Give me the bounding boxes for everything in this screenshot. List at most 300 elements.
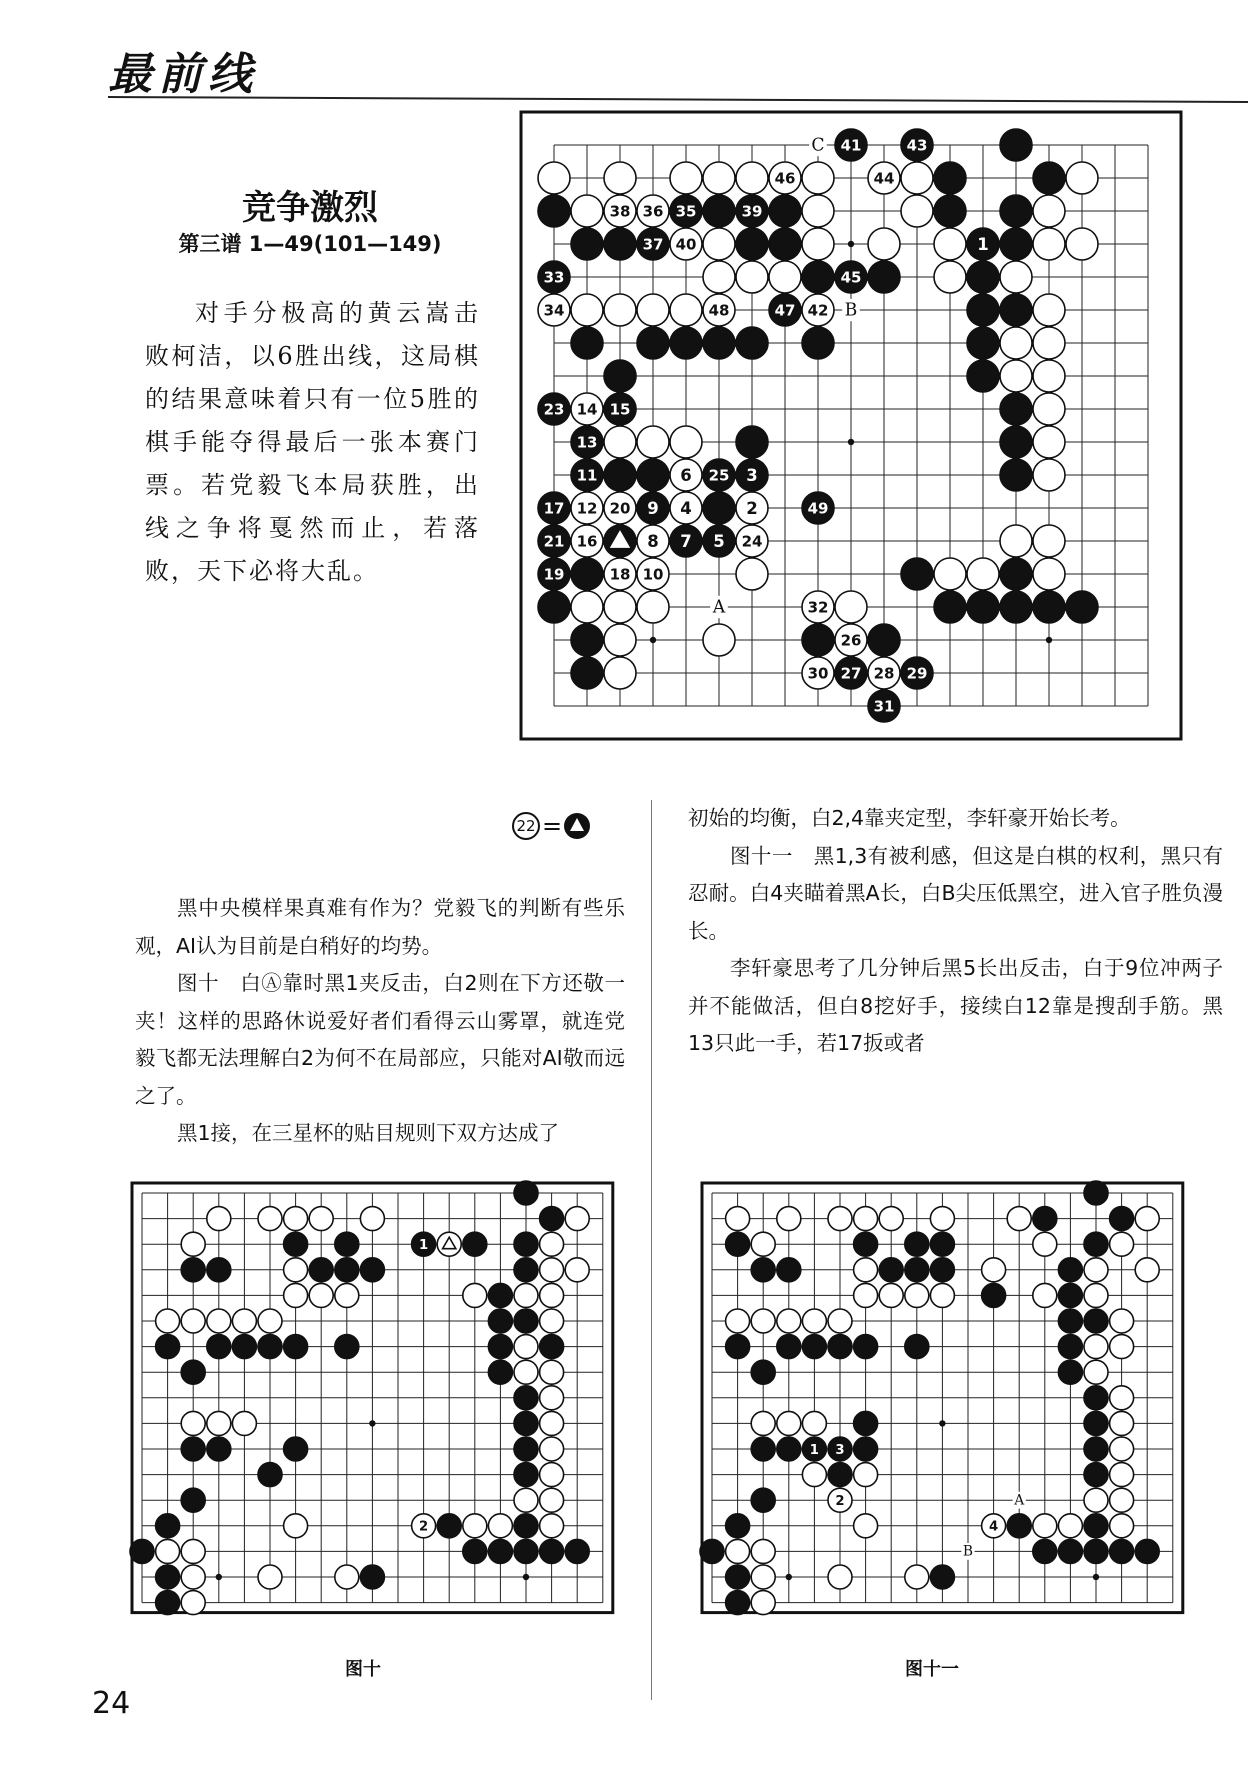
move-number: 34 bbox=[543, 301, 565, 320]
white-stone bbox=[181, 1565, 205, 1589]
white-stone bbox=[1033, 294, 1065, 326]
white-stone bbox=[835, 591, 867, 623]
white-stone bbox=[1033, 426, 1065, 458]
black-stone bbox=[751, 1437, 775, 1461]
black-stone bbox=[488, 1309, 512, 1333]
white-stone bbox=[1084, 1360, 1108, 1384]
black-stone bbox=[1110, 1539, 1134, 1563]
white-stone bbox=[1110, 1232, 1134, 1256]
point-label: C bbox=[811, 135, 825, 156]
black-stone bbox=[828, 1335, 852, 1359]
white-stone bbox=[1066, 162, 1098, 194]
black-stone bbox=[181, 1360, 205, 1384]
white-stone bbox=[156, 1309, 180, 1333]
black-stone bbox=[934, 591, 966, 623]
move-number: 31 bbox=[873, 697, 895, 716]
white-stone bbox=[540, 1514, 564, 1538]
black-stone bbox=[637, 327, 669, 359]
white-stone bbox=[802, 1411, 826, 1435]
move-number: 5 bbox=[713, 531, 725, 551]
move-number: 28 bbox=[873, 664, 895, 683]
white-stone bbox=[1110, 1514, 1134, 1538]
move-number: 49 bbox=[807, 499, 829, 518]
black-stone bbox=[637, 492, 669, 524]
black-stone bbox=[726, 1565, 750, 1589]
black-stone bbox=[488, 1283, 512, 1307]
black-stone bbox=[751, 1258, 775, 1282]
go-board-figure-11 bbox=[700, 1165, 1185, 1635]
black-stone bbox=[488, 1335, 512, 1359]
move-number: 44 bbox=[873, 169, 895, 188]
white-stone bbox=[982, 1514, 1006, 1538]
black-stone bbox=[769, 195, 801, 227]
white-stone bbox=[802, 1309, 826, 1333]
white-stone bbox=[854, 1283, 878, 1307]
black-stone bbox=[777, 1258, 801, 1282]
white-stone bbox=[571, 393, 603, 425]
black-stone bbox=[488, 1360, 512, 1384]
black-stone bbox=[1033, 162, 1065, 194]
white-stone bbox=[604, 294, 636, 326]
move-number: 41 bbox=[840, 136, 862, 155]
black-stone bbox=[181, 1258, 205, 1282]
move-number: 6 bbox=[680, 465, 692, 485]
black-stone bbox=[930, 1565, 954, 1589]
star-point bbox=[786, 1574, 792, 1580]
black-stone bbox=[1084, 1309, 1108, 1333]
white-stone bbox=[309, 1283, 333, 1307]
white-stone bbox=[604, 657, 636, 689]
white-stone bbox=[777, 1207, 801, 1231]
white-stone bbox=[604, 558, 636, 590]
white-stone bbox=[1033, 360, 1065, 392]
black-stone bbox=[854, 1335, 878, 1359]
white-stone bbox=[1084, 1283, 1108, 1307]
black-stone bbox=[835, 129, 867, 161]
point-label: B bbox=[844, 300, 858, 321]
black-stone bbox=[934, 162, 966, 194]
white-stone bbox=[540, 1437, 564, 1461]
black-stone bbox=[1000, 129, 1032, 161]
point-label: A bbox=[712, 597, 726, 618]
move-number: 19 bbox=[543, 565, 565, 584]
black-stone bbox=[736, 459, 768, 491]
black-stone bbox=[538, 195, 570, 227]
column-divider bbox=[651, 800, 652, 1700]
move-number: 17 bbox=[543, 499, 565, 518]
white-stone bbox=[930, 1207, 954, 1231]
white-stone bbox=[284, 1258, 308, 1282]
white-stone bbox=[1135, 1258, 1159, 1282]
star-point bbox=[1093, 1574, 1099, 1580]
black-stone bbox=[1058, 1360, 1082, 1384]
black-stone bbox=[1084, 1539, 1108, 1563]
black-stone bbox=[835, 261, 867, 293]
white-stone bbox=[540, 1488, 564, 1512]
white-stone bbox=[854, 1463, 878, 1487]
black-stone bbox=[802, 1335, 826, 1359]
black-stone bbox=[1110, 1207, 1134, 1231]
paragraph: 黑1接，在三星杯的贴目规则下双方达成了 bbox=[177, 1121, 560, 1145]
black-stone bbox=[335, 1232, 359, 1256]
white-stone bbox=[1033, 1514, 1057, 1538]
black-stone bbox=[1000, 294, 1032, 326]
white-stone bbox=[1000, 261, 1032, 293]
header-rule bbox=[108, 96, 1248, 103]
white-stone bbox=[777, 1309, 801, 1333]
point-label: A bbox=[1014, 1492, 1025, 1509]
white-stone bbox=[488, 1514, 512, 1538]
black-stone bbox=[802, 624, 834, 656]
black-stone bbox=[514, 1232, 538, 1256]
white-stone bbox=[802, 162, 834, 194]
black-stone bbox=[604, 459, 636, 491]
black-stone bbox=[670, 327, 702, 359]
black-stone bbox=[868, 690, 900, 722]
black-stone bbox=[751, 1360, 775, 1384]
white-stone bbox=[604, 492, 636, 524]
white-stone bbox=[1066, 228, 1098, 260]
black-stone bbox=[637, 228, 669, 260]
page-number: 24 bbox=[92, 1686, 131, 1721]
black-stone bbox=[571, 459, 603, 491]
black-stone bbox=[854, 1437, 878, 1461]
move-number: 36 bbox=[642, 202, 664, 221]
black-stone bbox=[1000, 228, 1032, 260]
column-right bbox=[688, 800, 1223, 1063]
move-number: 7 bbox=[680, 531, 692, 551]
move-number: 14 bbox=[576, 400, 598, 419]
black-stone bbox=[736, 426, 768, 458]
black-stone bbox=[1033, 591, 1065, 623]
move-number: 43 bbox=[906, 136, 928, 155]
black-stone bbox=[207, 1258, 231, 1282]
white-stone bbox=[934, 228, 966, 260]
move-number: 13 bbox=[576, 433, 598, 452]
black-stone bbox=[967, 228, 999, 260]
black-stone bbox=[156, 1591, 180, 1615]
black-stone bbox=[258, 1335, 282, 1359]
black-stone bbox=[751, 1488, 775, 1512]
move-number: 37 bbox=[642, 235, 664, 254]
black-stone bbox=[835, 657, 867, 689]
white-stone bbox=[828, 1488, 852, 1512]
black-stone bbox=[540, 1207, 564, 1231]
white-stone bbox=[901, 162, 933, 194]
white-stone bbox=[751, 1565, 775, 1589]
move-number: 45 bbox=[840, 268, 862, 287]
white-stone bbox=[1084, 1335, 1108, 1359]
black-stone bbox=[514, 1411, 538, 1435]
white-stone bbox=[1084, 1488, 1108, 1512]
white-stone bbox=[565, 1207, 589, 1231]
white-stone bbox=[751, 1539, 775, 1563]
black-stone bbox=[207, 1437, 231, 1461]
white-stone bbox=[258, 1309, 282, 1333]
white-stone bbox=[868, 228, 900, 260]
white-stone bbox=[463, 1283, 487, 1307]
black-stone bbox=[604, 360, 636, 392]
black-stone bbox=[1135, 1539, 1159, 1563]
white-stone bbox=[181, 1232, 205, 1256]
black-stone bbox=[802, 492, 834, 524]
white-stone bbox=[879, 1207, 903, 1231]
black-stone bbox=[769, 294, 801, 326]
white-stone bbox=[540, 1411, 564, 1435]
black-stone bbox=[514, 1181, 538, 1205]
move-number: 1 bbox=[977, 234, 989, 254]
article-title: 竞争激烈 bbox=[242, 188, 378, 228]
white-stone bbox=[868, 162, 900, 194]
white-stone bbox=[703, 294, 735, 326]
star-point bbox=[523, 1574, 529, 1580]
black-stone bbox=[901, 129, 933, 161]
black-stone bbox=[284, 1437, 308, 1461]
move-number: 9 bbox=[647, 498, 659, 518]
figure-caption-10: 图十 bbox=[345, 1659, 381, 1680]
white-stone bbox=[258, 1207, 282, 1231]
black-stone bbox=[726, 1232, 750, 1256]
move-number: 18 bbox=[609, 565, 631, 584]
move-number: 3 bbox=[835, 1442, 845, 1458]
black-stone bbox=[604, 525, 636, 557]
black-stone bbox=[1066, 591, 1098, 623]
move-number: 2 bbox=[835, 1493, 845, 1509]
white-stone bbox=[769, 162, 801, 194]
go-board-figure-10 bbox=[130, 1165, 615, 1635]
black-stone bbox=[1058, 1283, 1082, 1307]
black-stone bbox=[538, 492, 570, 524]
white-stone bbox=[181, 1539, 205, 1563]
black-stone bbox=[1084, 1386, 1108, 1410]
black-stone bbox=[967, 327, 999, 359]
white-stone bbox=[802, 1463, 826, 1487]
white-stone bbox=[1000, 327, 1032, 359]
white-stone bbox=[736, 492, 768, 524]
black-stone bbox=[360, 1565, 384, 1589]
move-number: 26 bbox=[840, 631, 862, 650]
white-stone bbox=[540, 1283, 564, 1307]
paragraph: 图十 白Ⓐ靠时黑1夹反击，白2则在下方还敬一夹！这样的思路休说爱好者们看得云山雾罩，就连党毅飞都无法理解白2为何不在局部应，只能对AI敬而远之了。 bbox=[135, 971, 625, 1108]
black-stone bbox=[412, 1232, 436, 1256]
black-stone bbox=[967, 261, 999, 293]
black-stone bbox=[901, 657, 933, 689]
black-stone bbox=[514, 1539, 538, 1563]
white-stone bbox=[181, 1309, 205, 1333]
white-stone bbox=[637, 591, 669, 623]
paragraph: 图十一 黑1,3有被利感，但这是白棋的权利，黑只有忍耐。白4夹瞄着黑A长，白B尖压低黑空，进入官子胜负漫长。 bbox=[688, 843, 1223, 943]
black-stone bbox=[604, 228, 636, 260]
white-stone bbox=[1033, 1232, 1057, 1256]
black-stone bbox=[1000, 459, 1032, 491]
white-stone bbox=[181, 1411, 205, 1435]
white-stone bbox=[335, 1565, 359, 1589]
white-stone bbox=[1007, 1207, 1031, 1231]
white-stone bbox=[736, 558, 768, 590]
white-stone bbox=[412, 1514, 436, 1538]
black-stone bbox=[982, 1283, 1006, 1307]
white-stone bbox=[514, 1360, 538, 1384]
black-stone bbox=[868, 261, 900, 293]
star-point bbox=[1046, 637, 1052, 643]
white-stone bbox=[703, 624, 735, 656]
black-stone bbox=[156, 1335, 180, 1359]
black-stone bbox=[700, 1539, 724, 1563]
black-stone bbox=[335, 1258, 359, 1282]
black-stone bbox=[868, 624, 900, 656]
white-stone bbox=[703, 162, 735, 194]
white-stone bbox=[437, 1232, 461, 1256]
black-stone bbox=[967, 591, 999, 623]
move-number: 20 bbox=[609, 499, 631, 518]
white-stone bbox=[905, 1565, 929, 1589]
column-brand: 最前线 bbox=[108, 49, 258, 100]
move-number: 23 bbox=[543, 400, 565, 419]
white-stone bbox=[751, 1309, 775, 1333]
move-number: 4 bbox=[680, 498, 692, 518]
black-stone bbox=[1000, 558, 1032, 590]
white-stone bbox=[1033, 393, 1065, 425]
black-stone bbox=[207, 1335, 231, 1359]
go-board-main bbox=[518, 126, 1188, 796]
black-stone bbox=[360, 1258, 384, 1282]
white-stone bbox=[828, 1565, 852, 1589]
black-stone bbox=[514, 1437, 538, 1461]
star-point bbox=[216, 1574, 222, 1580]
white-stone bbox=[604, 426, 636, 458]
black-stone bbox=[1000, 393, 1032, 425]
white-stone bbox=[1058, 1514, 1082, 1538]
white-stone bbox=[726, 1207, 750, 1231]
white-stone bbox=[538, 162, 570, 194]
black-stone bbox=[538, 558, 570, 590]
white-stone bbox=[854, 1514, 878, 1538]
white-stone bbox=[463, 1514, 487, 1538]
move-number: 25 bbox=[708, 466, 730, 485]
white-stone bbox=[802, 294, 834, 326]
white-stone bbox=[538, 294, 570, 326]
white-stone bbox=[736, 162, 768, 194]
white-stone bbox=[181, 1591, 205, 1615]
black-stone bbox=[284, 1335, 308, 1359]
white-stone bbox=[736, 261, 768, 293]
white-stone bbox=[1110, 1411, 1134, 1435]
move-number: 2 bbox=[746, 498, 758, 518]
white-stone bbox=[571, 591, 603, 623]
black-stone bbox=[463, 1539, 487, 1563]
white-stone bbox=[207, 1309, 231, 1333]
black-stone bbox=[488, 1539, 512, 1563]
star-point bbox=[650, 637, 656, 643]
white-stone bbox=[604, 624, 636, 656]
white-stone bbox=[1033, 459, 1065, 491]
white-stone bbox=[751, 1232, 775, 1256]
white-stone bbox=[309, 1207, 333, 1231]
white-stone bbox=[284, 1207, 308, 1231]
white-stone-22-icon: 22 bbox=[512, 812, 540, 840]
white-stone bbox=[335, 1283, 359, 1307]
white-stone bbox=[1110, 1335, 1134, 1359]
white-stone bbox=[802, 228, 834, 260]
white-stone bbox=[828, 1309, 852, 1333]
move-number: 38 bbox=[609, 202, 631, 221]
black-stone bbox=[1084, 1411, 1108, 1435]
white-stone bbox=[637, 195, 669, 227]
white-stone bbox=[1135, 1207, 1159, 1231]
white-stone bbox=[802, 591, 834, 623]
white-stone bbox=[540, 1309, 564, 1333]
white-stone bbox=[802, 195, 834, 227]
black-stone bbox=[703, 195, 735, 227]
move-number: 12 bbox=[576, 499, 598, 518]
black-stone bbox=[540, 1539, 564, 1563]
white-stone bbox=[879, 1283, 903, 1307]
black-stone bbox=[130, 1539, 154, 1563]
black-stone bbox=[463, 1232, 487, 1256]
move-number: 40 bbox=[675, 235, 697, 254]
white-stone bbox=[571, 294, 603, 326]
black-stone bbox=[1000, 426, 1032, 458]
white-stone bbox=[1110, 1437, 1134, 1461]
move-number: 21 bbox=[543, 532, 565, 551]
black-stone bbox=[514, 1463, 538, 1487]
white-stone bbox=[1033, 228, 1065, 260]
white-stone bbox=[934, 261, 966, 293]
white-stone bbox=[1084, 1258, 1108, 1282]
white-stone bbox=[540, 1360, 564, 1384]
black-stone bbox=[604, 393, 636, 425]
paragraph: 初始的均衡，白2,4靠夹定型，李轩豪开始长考。 bbox=[688, 806, 1131, 830]
white-stone bbox=[1110, 1488, 1134, 1512]
black-stone bbox=[802, 1437, 826, 1461]
white-stone bbox=[637, 558, 669, 590]
white-stone bbox=[1033, 525, 1065, 557]
white-stone bbox=[934, 558, 966, 590]
white-stone bbox=[1000, 360, 1032, 392]
black-stone bbox=[670, 525, 702, 557]
white-stone bbox=[207, 1411, 231, 1435]
black-stone bbox=[769, 228, 801, 260]
black-stone bbox=[828, 1463, 852, 1487]
white-stone bbox=[835, 624, 867, 656]
black-stone bbox=[967, 294, 999, 326]
black-stone bbox=[736, 195, 768, 227]
black-stone bbox=[1084, 1232, 1108, 1256]
white-stone bbox=[156, 1539, 180, 1563]
black-stone bbox=[930, 1258, 954, 1282]
record-subtitle: 第三谱 1—49(101—149) bbox=[178, 232, 442, 256]
black-stone bbox=[1000, 591, 1032, 623]
black-stone bbox=[736, 228, 768, 260]
white-stone bbox=[1033, 327, 1065, 359]
black-stone bbox=[571, 624, 603, 656]
white-stone bbox=[514, 1488, 538, 1512]
white-stone bbox=[1033, 1283, 1057, 1307]
black-stone bbox=[703, 525, 735, 557]
black-stone bbox=[156, 1514, 180, 1538]
equals-sign: = bbox=[542, 812, 563, 840]
black-stone bbox=[540, 1335, 564, 1359]
move-number: 27 bbox=[840, 664, 862, 683]
black-stone bbox=[1007, 1514, 1031, 1538]
black-stone bbox=[934, 195, 966, 227]
white-stone bbox=[284, 1514, 308, 1538]
black-stone bbox=[703, 327, 735, 359]
white-stone bbox=[540, 1386, 564, 1410]
white-stone bbox=[604, 591, 636, 623]
black-stone bbox=[181, 1488, 205, 1512]
star-point bbox=[369, 1420, 375, 1426]
